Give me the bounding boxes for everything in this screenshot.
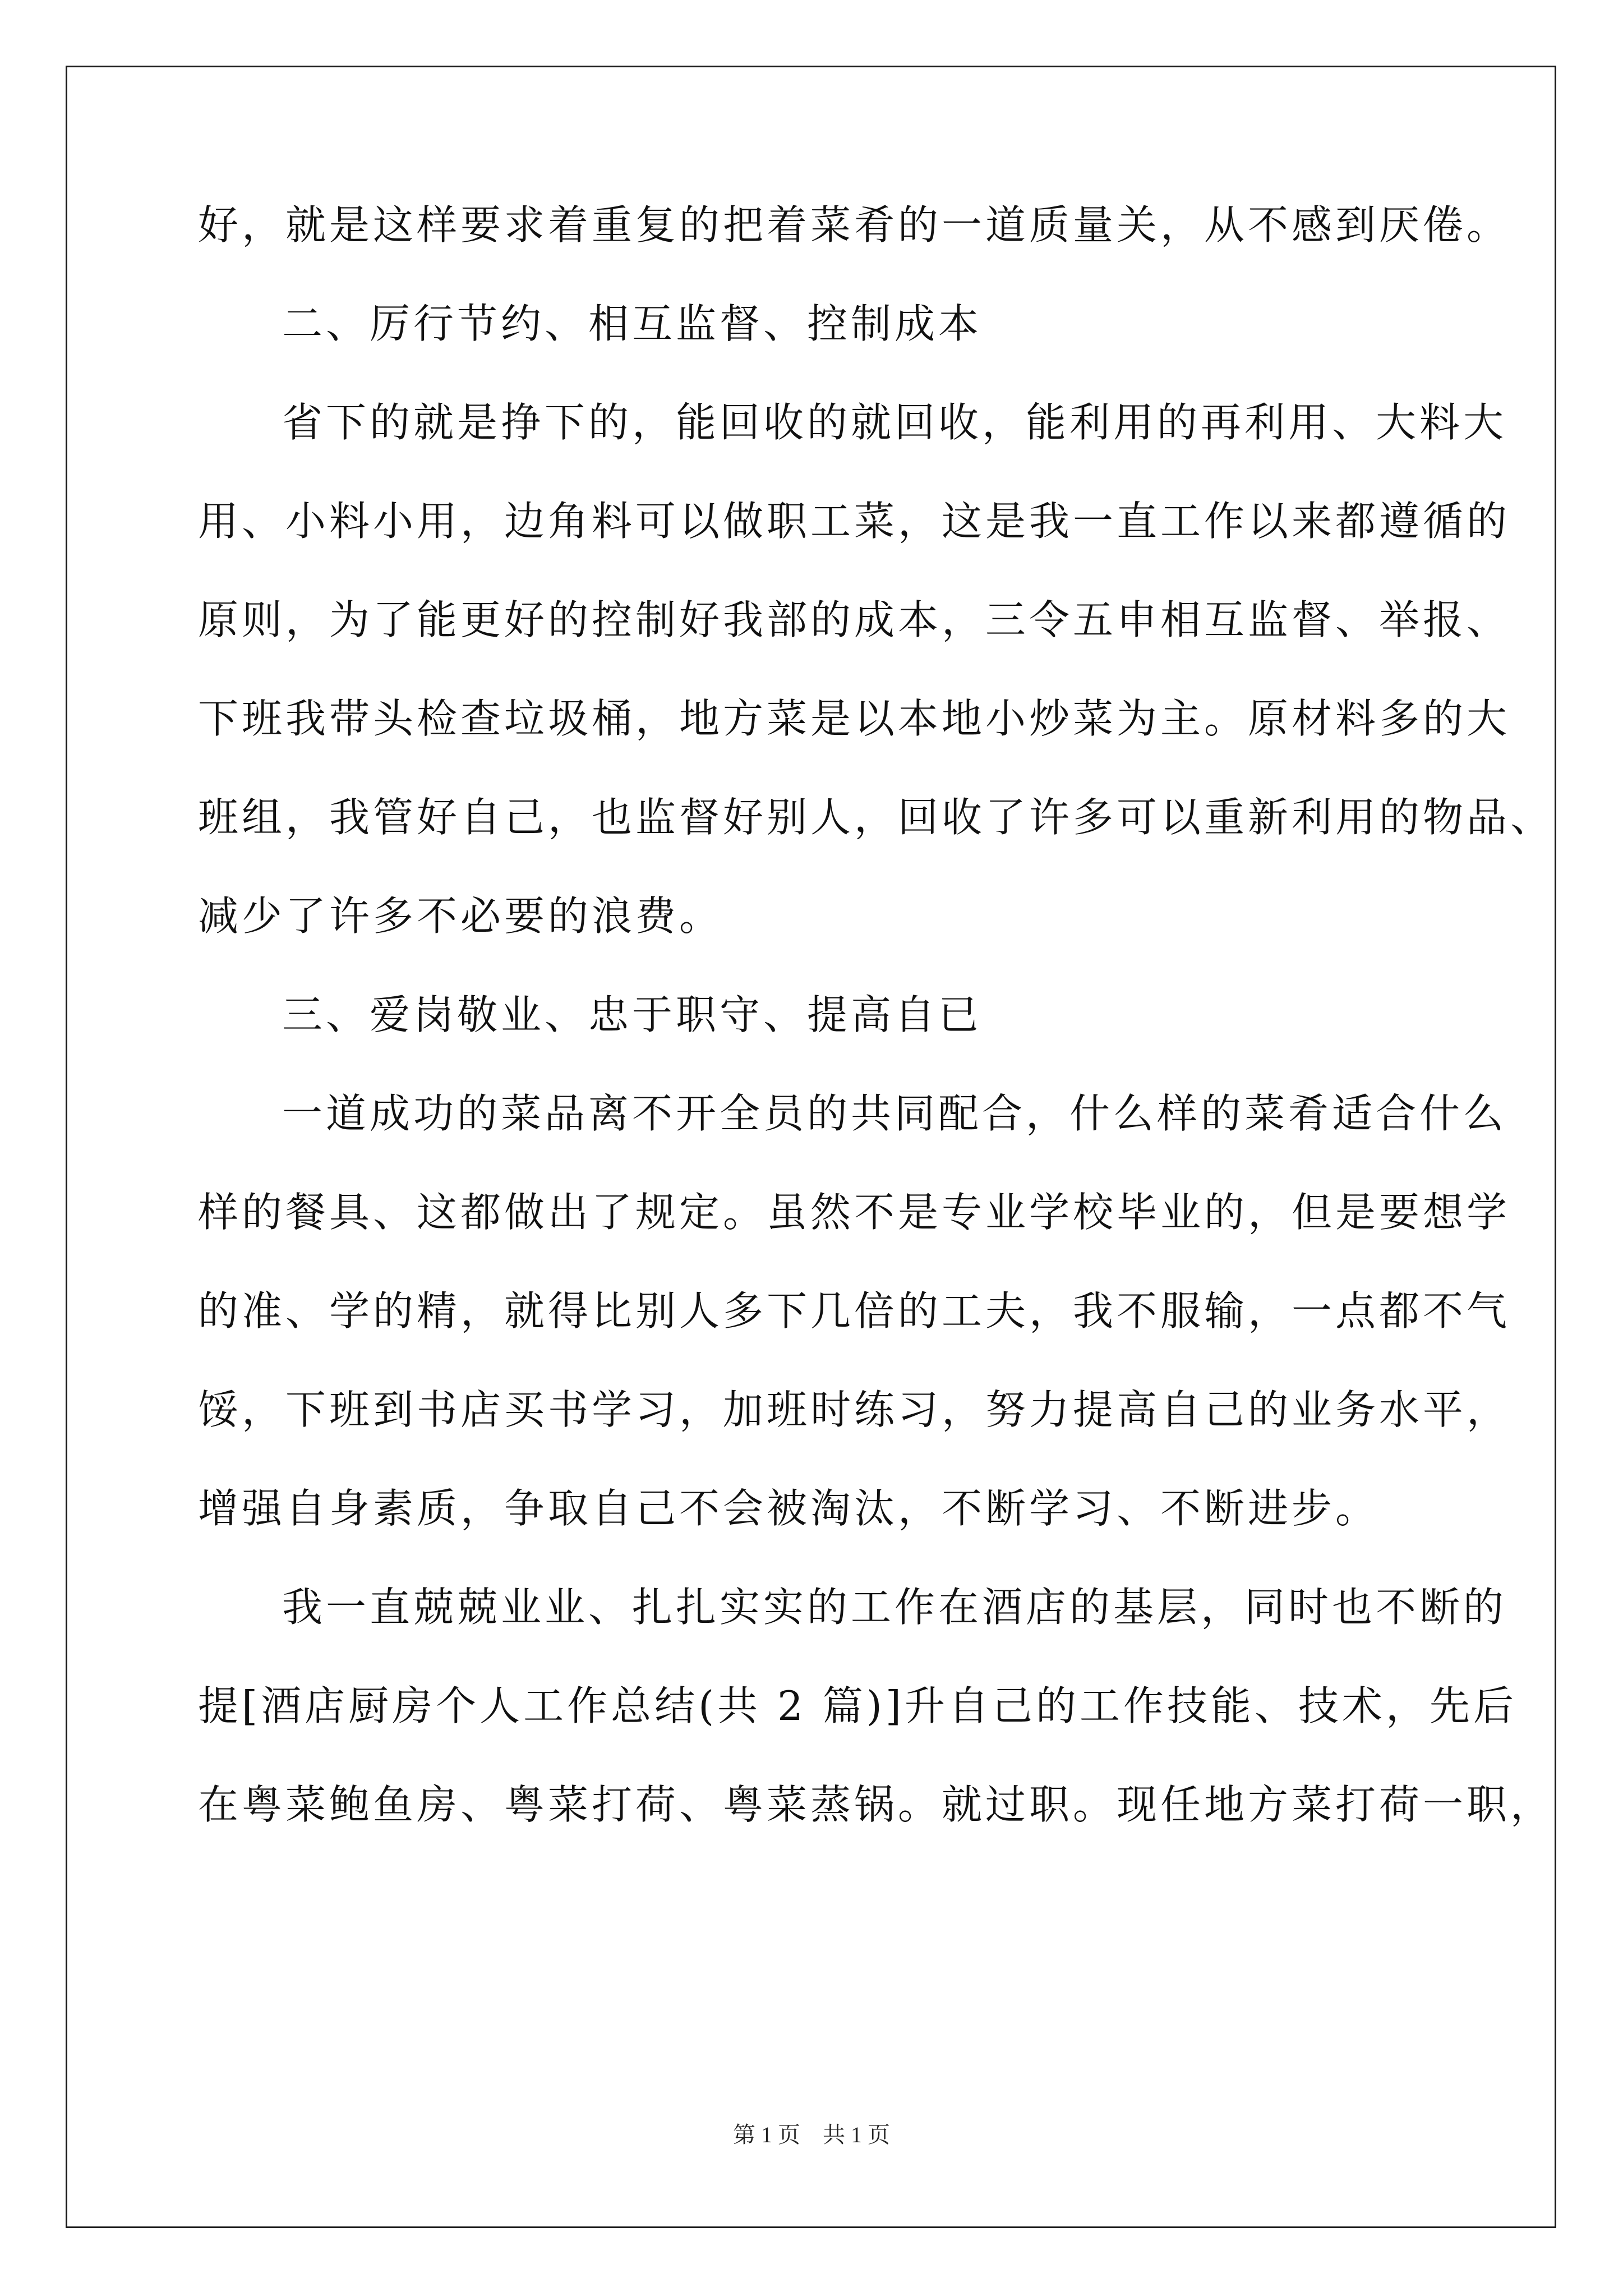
- text-line: 提[酒店厨房个人工作总结(共 2 篇)]升自己的工作技能、技术，先后: [198, 1682, 1517, 1729]
- text-line: 在粤菜鲍鱼房、粤菜打荷、粤菜蒸锅。就过职。现任地方菜打荷一职，: [198, 1781, 1555, 1828]
- text-line: 用、小料小用，边角料可以做职工菜，这是我一直工作以来都遵循的: [198, 498, 1511, 545]
- text-line: 好，就是这样要求着重复的把着菜肴的一道质量关，从不感到厌倦。: [198, 201, 1511, 249]
- text-line: 的准、学的精，就得比别人多下几倍的工夫，我不服输，一点都不气: [198, 1287, 1511, 1335]
- page-footer: 第 1 页 共 1 页: [733, 2122, 890, 2147]
- text-line: 减少了许多不必要的浪费。: [198, 892, 723, 940]
- text-line: 下班我带头检查垃圾桶，地方菜是以本地小炒菜为主。原材料多的大: [198, 695, 1511, 742]
- text-line: 一道成功的菜品离不开全员的共同配合，什么样的菜肴适合什么: [282, 1090, 1507, 1137]
- section-heading: 三、爱岗敬业、忠于职守、提高自已: [282, 991, 983, 1038]
- text-line: 我一直兢兢业业、扎扎实实的工作在酒店的基层，同时也不断的: [282, 1584, 1507, 1631]
- text-line: 样的餐具、这都做出了规定。虽然不是专业学校毕业的，但是要想学: [198, 1189, 1511, 1236]
- text-line: 馁，下班到书店买书学习，加班时练习，努力提高自己的业务水平，: [198, 1386, 1511, 1433]
- text-line: 原则，为了能更好的控制好我部的成本，三令五申相互监督、举报、: [198, 596, 1511, 643]
- page-border: [66, 66, 1556, 2228]
- section-heading: 二、厉行节约、相互监督、控制成本: [282, 300, 983, 347]
- text-line: 增强自身素质，争取自己不会被淘汰，不断学习、不断进步。: [198, 1485, 1380, 1532]
- text-line: 省下的就是挣下的，能回收的就回收，能利用的再利用、大料大: [282, 399, 1507, 446]
- text-line: 班组，我管好自己，也监督好别人，回收了许多可以重新利用的物品、: [198, 794, 1555, 841]
